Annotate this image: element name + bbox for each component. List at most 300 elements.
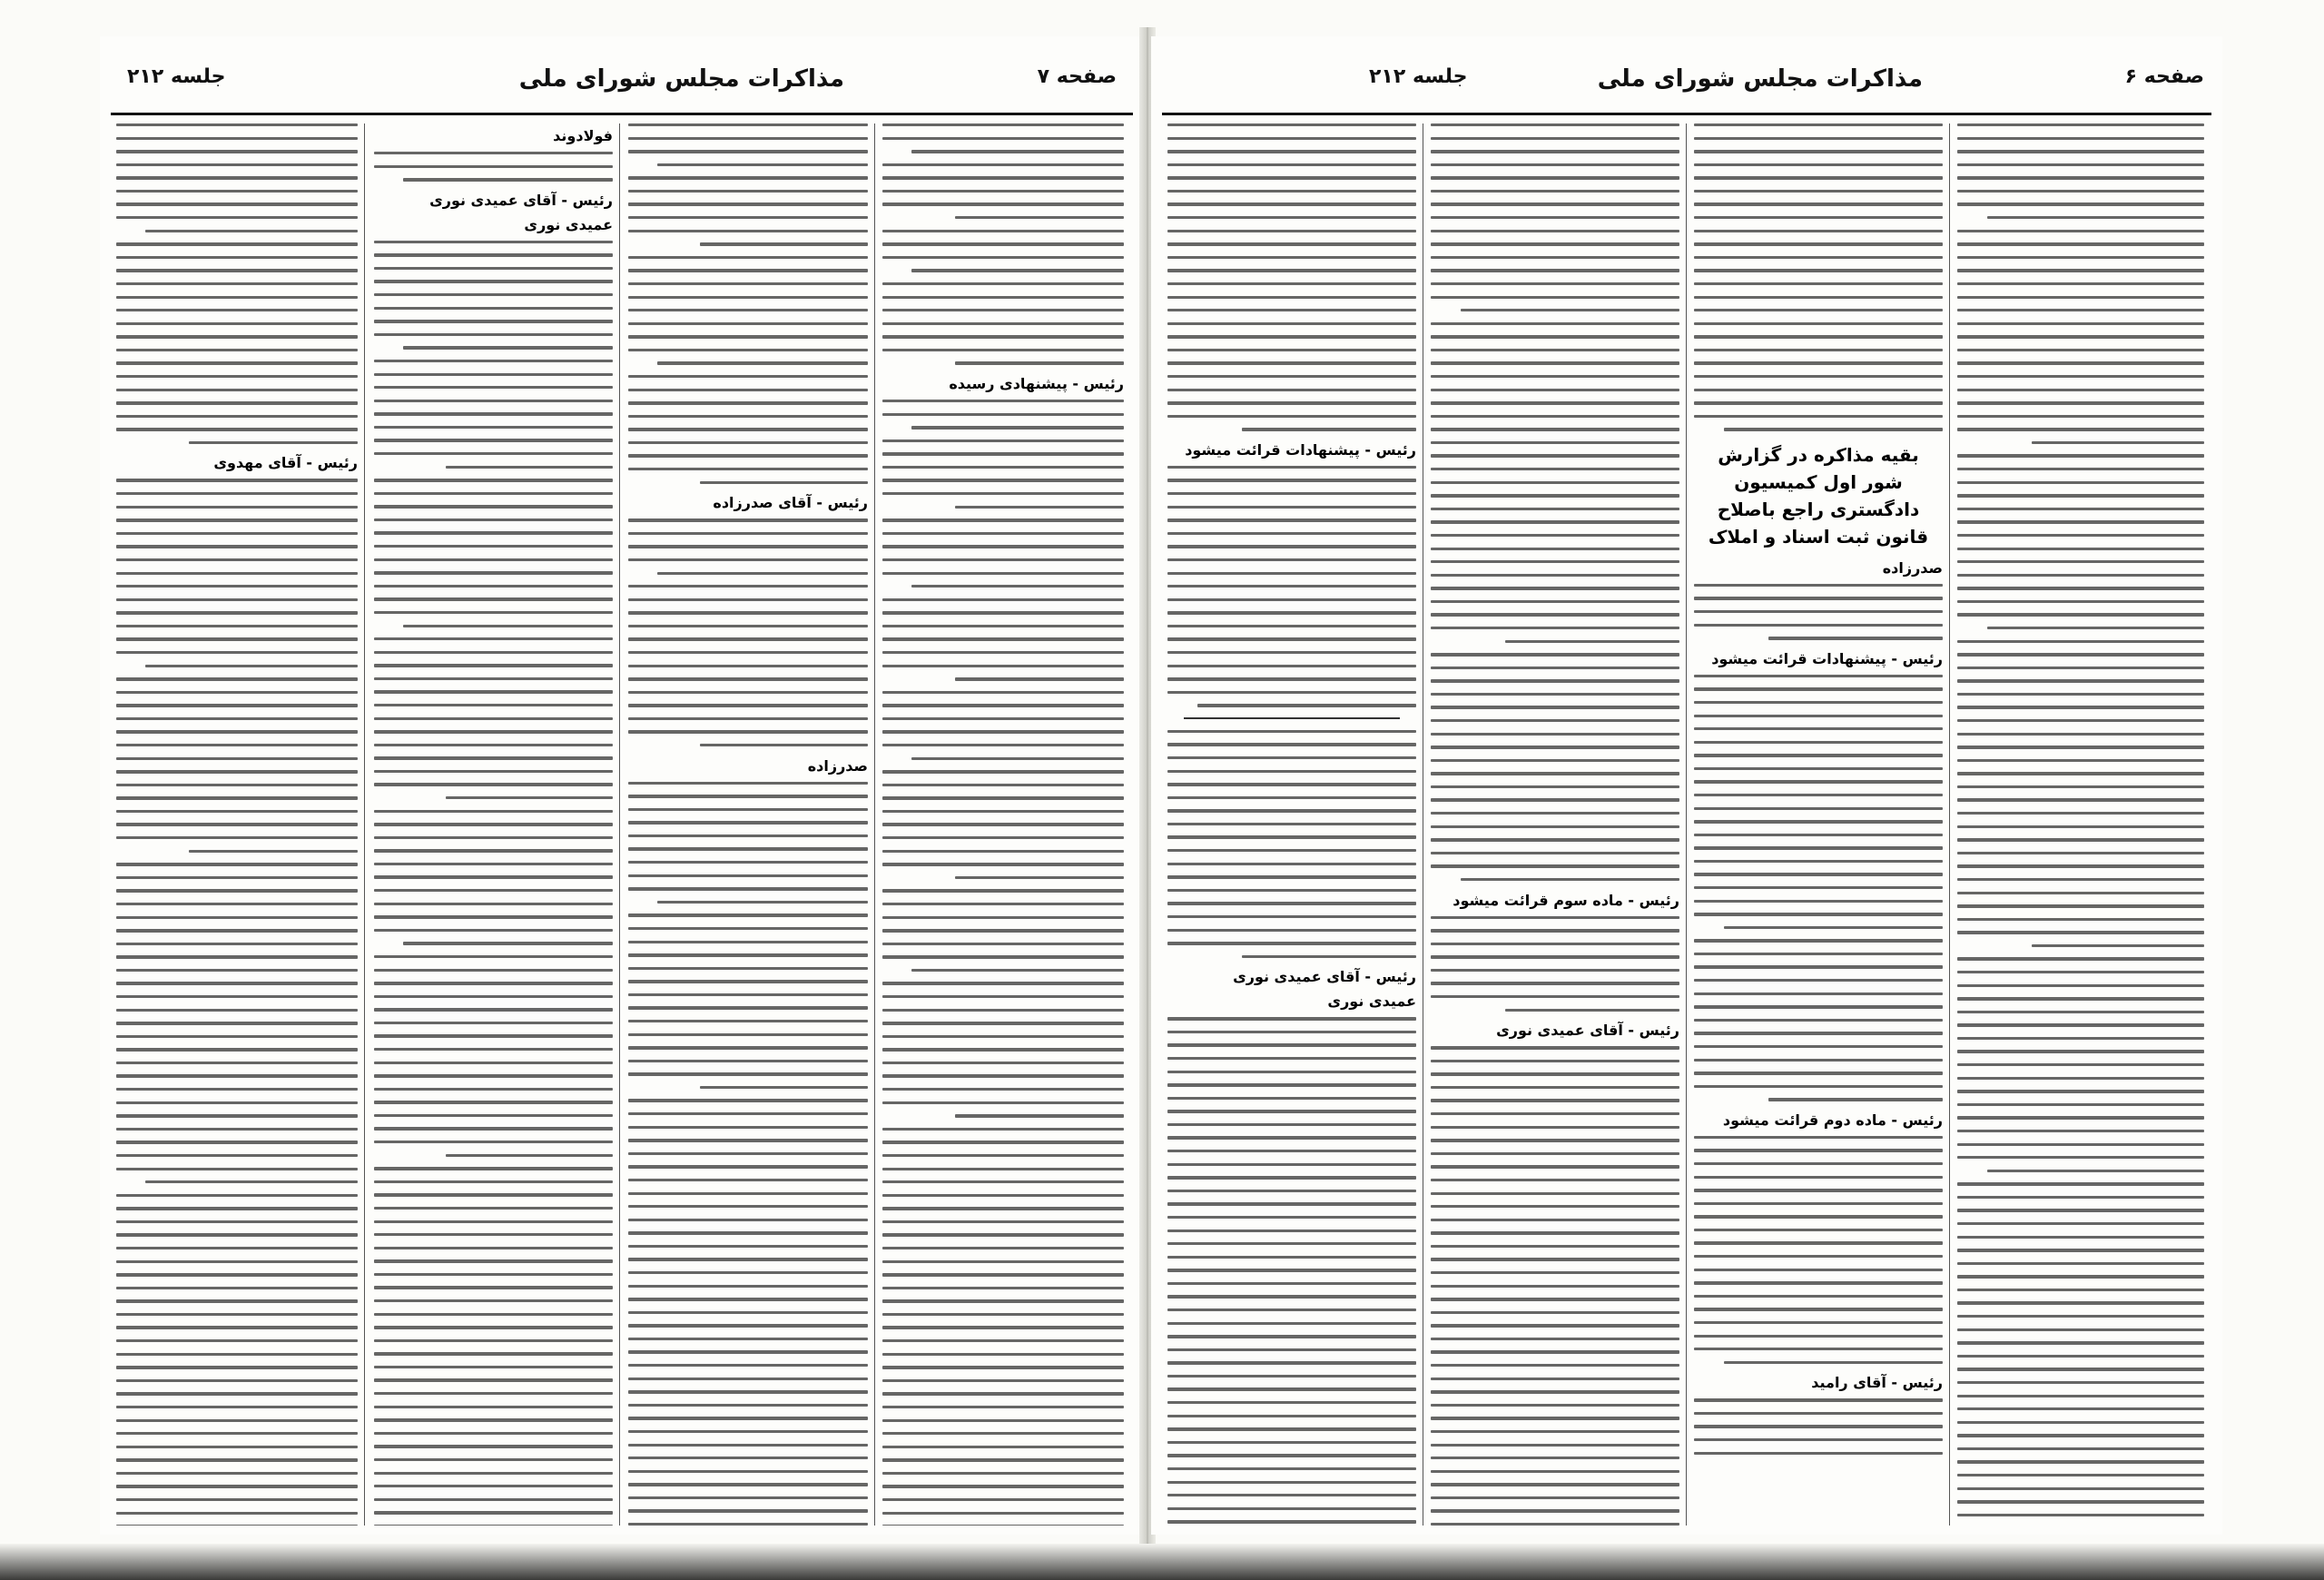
- text-line: [911, 585, 1124, 588]
- text-line: [1167, 518, 1416, 521]
- text-line: [403, 346, 613, 349]
- text-line: [628, 1271, 868, 1274]
- text-line: [1957, 190, 2204, 193]
- text-line: [116, 572, 358, 575]
- text-line: [1431, 1072, 1679, 1075]
- text-line: [403, 942, 613, 944]
- text-line: [116, 190, 358, 193]
- text-line: [1167, 743, 1416, 746]
- text-line: [628, 847, 868, 850]
- text-line: [1167, 637, 1416, 640]
- text-line: [1694, 1308, 1943, 1310]
- text-line: [116, 982, 358, 984]
- text-line: [1167, 1361, 1416, 1364]
- text-line: [1694, 150, 1943, 153]
- text-line: [1431, 1205, 1679, 1208]
- text-line: [1167, 1295, 1416, 1298]
- text-line: [1431, 1192, 1679, 1195]
- text-line: [116, 1498, 358, 1501]
- text-line: [1167, 479, 1416, 481]
- text-line: [1431, 1390, 1679, 1393]
- text-line: [1768, 1098, 1943, 1101]
- text-line: [1431, 534, 1679, 537]
- text-line: [1431, 296, 1679, 299]
- text-line: [1167, 1083, 1416, 1086]
- text-line: [1694, 1255, 1943, 1258]
- text-line: [628, 296, 868, 299]
- text-line: [1957, 361, 2204, 364]
- text-line: [1167, 835, 1416, 838]
- text-line: [116, 585, 358, 588]
- text-line: [1431, 1417, 1679, 1419]
- text-line: [1957, 1395, 2204, 1397]
- text-line: [374, 479, 613, 481]
- text-line: [116, 784, 358, 786]
- text-line: [1167, 256, 1416, 259]
- text-line: [116, 1233, 358, 1236]
- text-line: [1694, 375, 1943, 378]
- text-line: [911, 269, 1124, 272]
- text-line: [1694, 624, 1943, 627]
- text-line: [1431, 574, 1679, 577]
- text-line: [1431, 838, 1679, 841]
- text-line: [1957, 892, 2204, 894]
- text-line: [374, 1326, 613, 1328]
- text-line: [116, 836, 358, 839]
- text-line: [116, 1022, 358, 1024]
- text-line: [882, 810, 1124, 813]
- text-line: [882, 176, 1124, 179]
- text-line: [1694, 1452, 1943, 1455]
- text-line: [882, 995, 1124, 998]
- text-line: [1957, 1514, 2204, 1516]
- text-line: [882, 466, 1124, 469]
- text-line: [1167, 269, 1416, 272]
- text-line: [116, 598, 358, 601]
- text-line: [882, 850, 1124, 853]
- text-line: [1167, 202, 1416, 205]
- text-line: [116, 823, 358, 825]
- text-line: [374, 1233, 613, 1236]
- text-line: [1957, 706, 2204, 708]
- text-line: [1694, 1019, 1943, 1022]
- text-line: [1431, 1046, 1679, 1049]
- text-line: [374, 955, 613, 958]
- text-line: [1431, 1179, 1679, 1181]
- text-line: [628, 1006, 868, 1009]
- text-line: [1431, 1350, 1679, 1353]
- text-line: [1431, 798, 1679, 801]
- text-line: [882, 335, 1124, 338]
- text-line: [1431, 706, 1679, 708]
- text-line: [955, 506, 1124, 509]
- text-line: [1431, 1470, 1679, 1473]
- text-line: [628, 1483, 868, 1486]
- text-line: [1167, 1269, 1416, 1271]
- text-line: [116, 545, 358, 548]
- text-line: [628, 375, 868, 378]
- right-col-rule: [1686, 123, 1687, 1526]
- text-line: [374, 1485, 613, 1487]
- text-line: [628, 980, 868, 983]
- text-line: [374, 1352, 613, 1355]
- text-line: [1167, 282, 1416, 285]
- text-line: [1957, 428, 2204, 430]
- text-line: [882, 704, 1124, 706]
- text-line: [1957, 1156, 2204, 1159]
- text-line: [628, 518, 868, 521]
- text-line: [882, 137, 1124, 140]
- text-line: [1197, 704, 1416, 706]
- text-line: [374, 690, 613, 693]
- text-line: [374, 400, 613, 402]
- text-line: [1167, 1520, 1416, 1523]
- text-line: [1167, 1202, 1416, 1205]
- text-line: [116, 282, 358, 285]
- text-line: [1167, 1043, 1416, 1046]
- text-line: [882, 1339, 1124, 1342]
- text-line: [1167, 572, 1416, 575]
- text-line: [374, 1141, 613, 1143]
- text-line: [1167, 783, 1416, 785]
- text-line: [882, 598, 1124, 601]
- text-line: [1167, 1494, 1416, 1496]
- text-line: [1957, 653, 2204, 656]
- text-line: [374, 152, 613, 154]
- text-line: [882, 1207, 1124, 1210]
- text-line: [628, 1139, 868, 1141]
- right-columns: [1162, 123, 2211, 1526]
- text-line: [446, 1154, 613, 1157]
- text-line: [116, 1366, 358, 1368]
- text-line: [1694, 123, 1943, 126]
- text-line: [882, 558, 1124, 561]
- speaker-heading: رئیس - آقای رامید: [1811, 1374, 1943, 1392]
- text-line: [1431, 785, 1679, 788]
- text-line: [1694, 597, 1943, 599]
- text-line: [882, 1009, 1124, 1012]
- text-line: [116, 349, 358, 351]
- text-line: [628, 190, 868, 193]
- text-line: [116, 492, 358, 495]
- text-line: [882, 1419, 1124, 1422]
- text-line: [1431, 216, 1679, 219]
- text-line: [882, 1154, 1124, 1157]
- text-line: [882, 665, 1124, 667]
- text-line: [628, 861, 868, 864]
- text-line: [1431, 481, 1679, 484]
- text-line: [1694, 335, 1943, 338]
- text-line: [882, 1180, 1124, 1183]
- text-line: [1957, 1130, 2204, 1132]
- text-line: [1957, 957, 2204, 960]
- speaker-heading: رئیس - پیشنهادات قرائت میشود: [1185, 440, 1416, 459]
- text-line: [1431, 123, 1679, 126]
- text-line: [116, 1220, 358, 1223]
- text-line: [1694, 1162, 1943, 1165]
- text-line: [1431, 282, 1679, 285]
- text-line: [882, 1273, 1124, 1276]
- text-line: [116, 1260, 358, 1263]
- text-line: [1957, 574, 2204, 577]
- right-page-session: جلسه ۲۱۲: [1369, 65, 1468, 88]
- text-line: [882, 903, 1124, 905]
- text-line: [1957, 1011, 2204, 1013]
- text-line: [116, 1101, 358, 1104]
- text-line: [1694, 965, 1943, 968]
- text-line: [1957, 759, 2204, 762]
- text-line: [1167, 322, 1416, 325]
- text-line: [1957, 971, 2204, 973]
- text-line: [1167, 942, 1416, 944]
- text-line: [1431, 613, 1679, 616]
- text-line: [882, 1088, 1124, 1091]
- text-line: [1431, 1509, 1679, 1512]
- text-line: [374, 770, 613, 773]
- text-line: [657, 361, 868, 364]
- text-line: [1431, 812, 1679, 815]
- text-line: [882, 479, 1124, 481]
- text-line: [145, 665, 358, 667]
- text-line: [145, 1180, 358, 1183]
- text-line: [374, 452, 613, 455]
- text-line: [116, 335, 358, 338]
- text-line: [657, 163, 868, 166]
- text-line: [1957, 1249, 2204, 1251]
- text-line: [882, 611, 1124, 614]
- text-line: [955, 677, 1124, 680]
- text-line: [374, 1247, 613, 1249]
- section-rule: [1184, 717, 1400, 719]
- text-line: [1694, 202, 1943, 205]
- text-line: [1431, 600, 1679, 603]
- text-line: [374, 360, 613, 362]
- text-line: [628, 1205, 868, 1208]
- text-line: [374, 915, 613, 918]
- text-line: [882, 1233, 1124, 1236]
- text-line: [882, 1512, 1124, 1515]
- right-col-rule: [1949, 123, 1950, 1526]
- left-column-4: [116, 123, 358, 1526]
- text-line: [1694, 1348, 1943, 1350]
- text-line: [882, 123, 1124, 126]
- text-line: [1431, 269, 1679, 272]
- text-line: [116, 361, 358, 364]
- text-line: [1461, 878, 1679, 881]
- text-line: [628, 441, 868, 444]
- text-line: [374, 280, 613, 282]
- text-line: [1431, 454, 1679, 457]
- text-line: [374, 1445, 613, 1447]
- speaker-heading: رئیس - ماده سوم قرائت میشود: [1452, 891, 1679, 909]
- text-line: [116, 889, 358, 892]
- text-line: [1431, 693, 1679, 696]
- left-col-rule: [364, 123, 365, 1526]
- text-line: [1957, 1222, 2204, 1225]
- text-line: [1957, 560, 2204, 563]
- text-line: [116, 296, 358, 299]
- text-line: [374, 597, 613, 600]
- text-line: [374, 531, 613, 534]
- text-line: [882, 296, 1124, 299]
- text-line: [700, 744, 868, 746]
- text-line: [116, 479, 358, 481]
- text-line: [1694, 913, 1943, 915]
- text-line: [1724, 1361, 1943, 1364]
- text-line: [1957, 481, 2204, 484]
- text-line: [1167, 1441, 1416, 1444]
- text-line: [1431, 1219, 1679, 1221]
- section-heading: بقیه مذاکره در گزارش شور اول کمیسیون دادگستری راجع باصلاح قانون ثبت اسناد و املاک: [1708, 443, 1929, 548]
- text-line: [1694, 1241, 1943, 1244]
- text-line: [628, 1470, 868, 1473]
- text-line: [1167, 611, 1416, 614]
- text-line: [955, 1114, 1124, 1117]
- text-line: [1167, 770, 1416, 773]
- text-line: [116, 916, 358, 919]
- text-line: [1167, 691, 1416, 694]
- text-line: [116, 1458, 358, 1461]
- text-line: [116, 1485, 358, 1487]
- text-line: [882, 796, 1124, 799]
- text-line: [882, 1353, 1124, 1356]
- right-column-1: [1957, 123, 2204, 1526]
- text-line: [628, 730, 868, 733]
- text-line: [628, 1046, 868, 1049]
- text-line: [374, 571, 613, 574]
- text-line: [1694, 415, 1943, 418]
- text-line: [1694, 389, 1943, 391]
- speaker-heading: رئیس - آقای صدرزاده: [713, 494, 868, 512]
- text-line: [1957, 600, 2204, 603]
- text-line: [700, 1086, 868, 1089]
- text-line: [1431, 1112, 1679, 1115]
- text-line: [882, 1048, 1124, 1051]
- text-line: [116, 757, 358, 760]
- text-line: [882, 163, 1124, 166]
- text-line: [116, 1048, 358, 1051]
- text-line: [374, 1511, 613, 1514]
- text-line: [374, 717, 613, 720]
- text-line: [116, 1287, 358, 1289]
- text-line: [374, 611, 613, 614]
- text-line: [1167, 506, 1416, 509]
- text-line: [1957, 256, 2204, 259]
- text-line: [116, 796, 358, 799]
- text-line: [1957, 1023, 2204, 1026]
- text-line: [628, 1364, 868, 1367]
- text-line: [1957, 1407, 2204, 1410]
- text-line: [116, 1512, 358, 1515]
- text-line: [1167, 190, 1416, 193]
- text-line: [374, 320, 613, 322]
- text-line: [1694, 846, 1943, 849]
- text-line: [628, 1496, 868, 1499]
- text-line: [1431, 176, 1679, 179]
- text-line: [116, 1194, 358, 1197]
- text-line: [374, 863, 613, 865]
- text-line: [116, 1074, 358, 1077]
- text-line: [1167, 1017, 1416, 1020]
- text-line: [700, 481, 868, 484]
- text-line: [1431, 864, 1679, 867]
- right-page-header: [1151, 58, 2222, 105]
- text-line: [374, 492, 613, 495]
- text-line: [374, 1088, 613, 1091]
- text-line: [1431, 916, 1679, 919]
- text-line: [628, 1430, 868, 1433]
- text-line: [374, 1114, 613, 1117]
- text-line: [116, 625, 358, 627]
- text-line: [882, 929, 1124, 932]
- text-line: [1167, 216, 1416, 219]
- text-line: [1694, 349, 1943, 351]
- text-line: [1431, 759, 1679, 762]
- text-line: [1694, 1085, 1943, 1088]
- text-line: [1167, 863, 1416, 865]
- text-line: [374, 995, 613, 998]
- text-line: [116, 1088, 358, 1091]
- text-line: [374, 1498, 613, 1501]
- text-line: [1167, 651, 1416, 654]
- text-line: [700, 242, 868, 245]
- text-line: [1431, 190, 1679, 193]
- text-line: [1957, 375, 2204, 378]
- text-line: [882, 230, 1124, 232]
- text-line: [1694, 992, 1943, 995]
- text-line: [116, 269, 358, 272]
- speaker-heading: فولادوند: [553, 127, 613, 144]
- text-line: [1957, 1368, 2204, 1370]
- text-line: [116, 1339, 358, 1342]
- text-line: [374, 1458, 613, 1461]
- text-line: [628, 1285, 868, 1288]
- text-line: [1957, 1275, 2204, 1278]
- text-line: [374, 1366, 613, 1368]
- text-line: [1694, 242, 1943, 245]
- text-line: [116, 995, 358, 998]
- text-line: [628, 1020, 868, 1022]
- text-line: [1957, 1315, 2204, 1318]
- text-line: [1957, 1474, 2204, 1476]
- text-line: [116, 1406, 358, 1408]
- text-line: [1431, 335, 1679, 338]
- text-line: [1431, 679, 1679, 682]
- text-line: [628, 637, 868, 640]
- text-line: [1957, 1434, 2204, 1437]
- text-line: [882, 1366, 1124, 1368]
- text-line: [882, 492, 1124, 495]
- text-line: [882, 784, 1124, 786]
- text-line: [116, 123, 358, 126]
- text-line: [1431, 1165, 1679, 1168]
- speaker-heading: صدرزاده: [807, 756, 868, 775]
- text-line: [628, 389, 868, 391]
- text-line: [955, 876, 1124, 879]
- text-line: [374, 823, 613, 825]
- text-line: [374, 1259, 613, 1262]
- text-line: [911, 426, 1124, 429]
- text-line: [628, 1165, 868, 1168]
- text-line: [1957, 1341, 2204, 1344]
- text-line: [116, 1273, 358, 1276]
- text-line: [1694, 1281, 1943, 1284]
- text-line: [116, 876, 358, 879]
- text-line: [1431, 1496, 1679, 1499]
- left-column-2: [628, 123, 868, 1526]
- text-line: [628, 1324, 868, 1327]
- text-line: [116, 415, 358, 418]
